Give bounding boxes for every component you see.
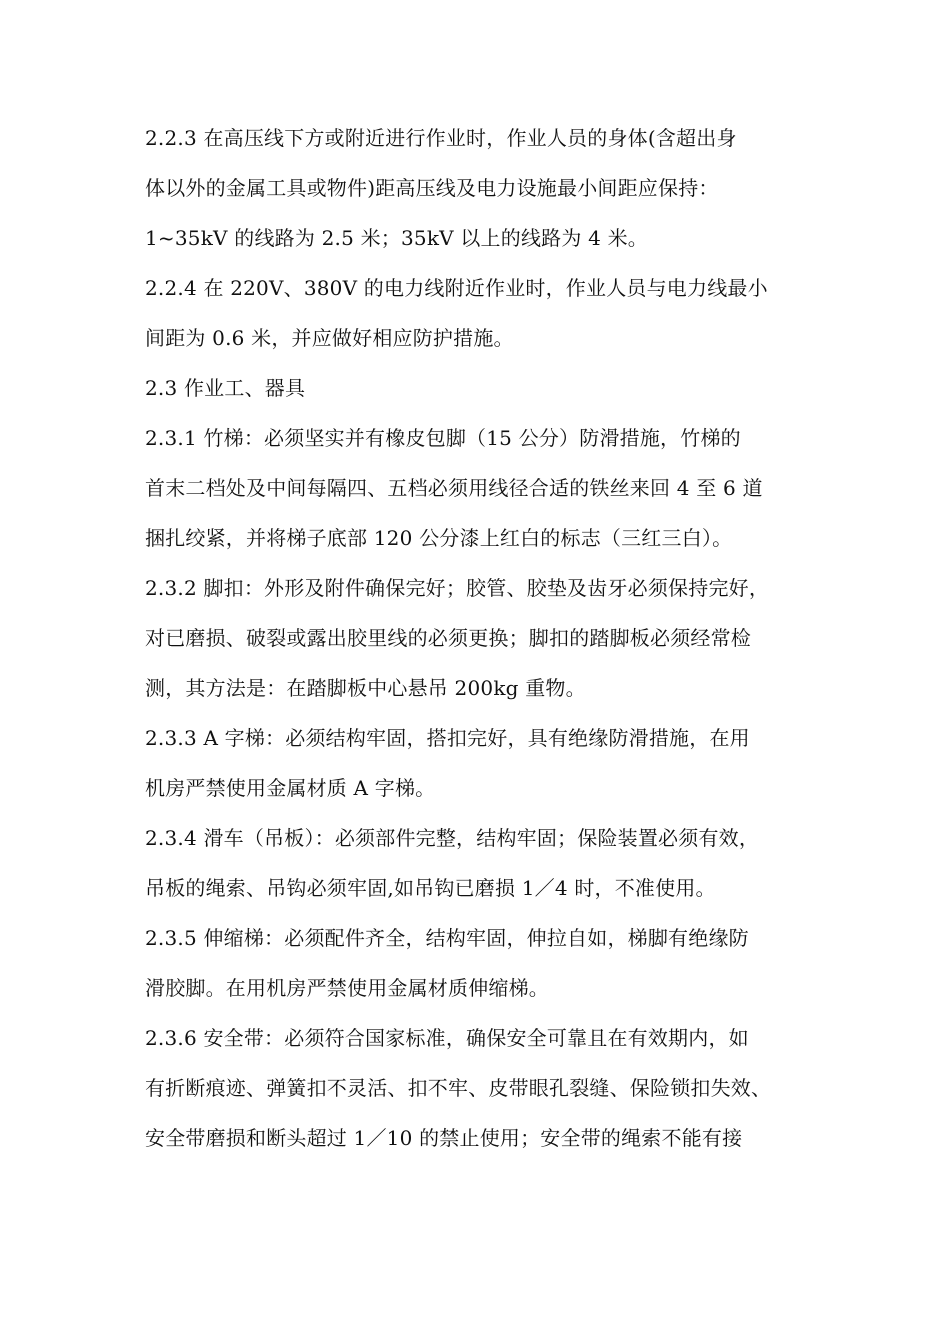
text-line: 2.3.1 竹梯：必须坚实并有橡皮包脚（15 公分）防滑措施，竹梯的 (145, 426, 741, 450)
text-line: 2.2.4 在 220V、380V 的电力线附近作业时，作业人员与电力线最小 (145, 276, 768, 300)
text-line: 机房严禁使用金属材质 A 字梯。 (145, 776, 436, 800)
text-line: 有折断痕迹、弹簧扣不灵活、扣不牢、皮带眼孔裂缝、保险锁扣失效、 (145, 1076, 772, 1100)
text-line: 吊板的绳索、吊钩必须牢固,如吊钩已磨损 1／4 时，不准使用。 (145, 876, 716, 900)
text-line: 2.3.6 安全带：必须符合国家标准，确保安全可靠且在有效期内，如 (145, 1026, 749, 1050)
text-line: 1~35kV 的线路为 2.5 米；35kV 以上的线路为 4 米。 (145, 226, 648, 250)
text-line: 滑胶脚。在用机房严禁使用金属材质伸缩梯。 (145, 976, 549, 1000)
text-line: 2.3.2 脚扣：外形及附件确保完好；胶管、胶垫及齿牙必须保持完好， (145, 576, 770, 600)
text-line: 测，其方法是：在踏脚板中心悬吊 200kg 重物。 (145, 676, 586, 700)
text-line: 体以外的金属工具或物件)距高压线及电力设施最小间距应保持： (145, 176, 719, 200)
text-line: 首末二档处及中间每隔四、五档必须用线径合适的铁丝来回 4 至 6 道 (145, 476, 763, 500)
text-line: 安全带磨损和断头超过 1／10 的禁止使用；安全带的绳索不能有接 (145, 1126, 743, 1150)
text-line: 对已磨损、破裂或露出胶里线的必须更换；脚扣的踏脚板必须经常检 (145, 626, 751, 650)
text-line: 2.3.3 A 字梯：必须结构牢固，搭扣完好，具有绝缘防滑措施，在用 (145, 726, 750, 750)
section-heading: 2.3 作业工、器具 (145, 376, 306, 400)
text-line: 2.3.4 滑车（吊板）：必须部件完整，结构牢固；保险装置必须有效， (145, 826, 760, 850)
text-line: 2.2.3 在高压线下方或附近进行作业时，作业人员的身体(含超出身 (145, 126, 737, 150)
text-line: 间距为 0.6 米，并应做好相应防护措施。 (145, 326, 514, 350)
document-body (145, 113, 815, 1163)
text-line: 捆扎绞紧，并将梯子底部 120 公分漆上红白的标志（三红三白）。 (145, 526, 733, 550)
text-line: 2.3.5 伸缩梯：必须配件齐全，结构牢固，伸拉自如，梯脚有绝缘防 (145, 926, 749, 950)
